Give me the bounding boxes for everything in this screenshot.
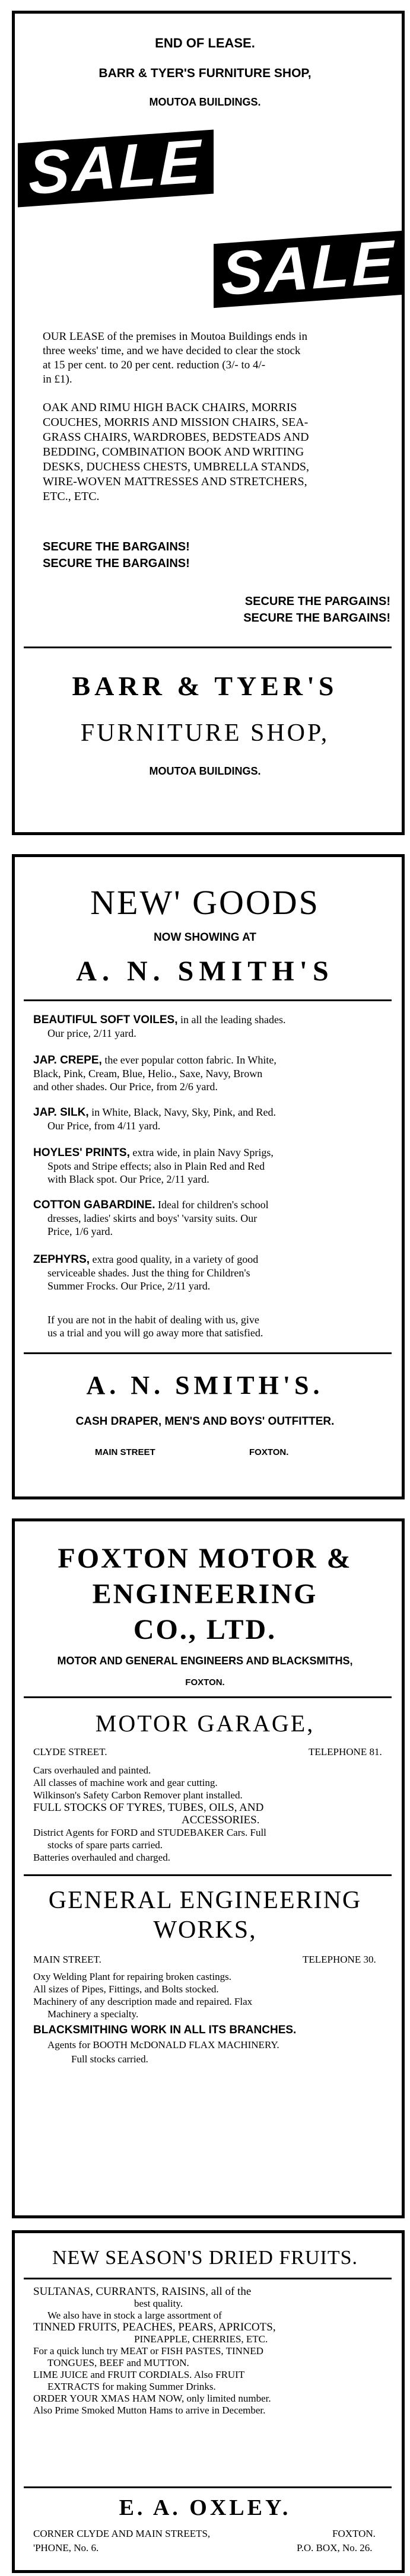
works-line: Machinery a specialty. — [47, 2008, 139, 2020]
furniture-list-line: BEDDING, COMBINATION BOOK AND WRITING — [43, 445, 304, 458]
garage-line: Wilkinson's Safety Carbon Remover plant installed. — [33, 1789, 243, 1801]
furniture-list — [43, 400, 309, 504]
product-text: Spots and Stripe effects; also in Plain Red and Red — [47, 1160, 265, 1172]
garage-line: stocks of spare parts carried. — [47, 1839, 163, 1851]
product-text: in White, Black, Navy, Sky, Pink, and Red. — [91, 1106, 276, 1118]
bargains-left-line: SECURE THE BARGAINS! — [43, 557, 190, 570]
smith-footer-town: FOXTON. — [249, 1447, 289, 1457]
foxton-title-line2: ENGINEERING — [92, 1578, 318, 1610]
lease-notice — [43, 330, 307, 387]
product-lead: JAP. CREPE, — [33, 1054, 102, 1066]
smith-name-heading: A. N. SMITH'S — [76, 956, 334, 987]
garage-address: CLYDE STREET. — [33, 1746, 107, 1757]
product-text: Ideal for children's school — [157, 1199, 269, 1211]
lease-notice-line: three weeks' time, and we have decided to clear the stock — [43, 345, 301, 357]
trial-note-line: If you are not in the habit of dealing with us, give — [47, 1314, 259, 1326]
product-text: with Black spot. Our Price, 2/11 yard. — [47, 1173, 209, 1185]
works-services — [33, 1970, 252, 2020]
new-goods-title: NEW' GOODS — [90, 883, 320, 922]
product-text: serviceable shades. Just the thing for Children's — [47, 1267, 250, 1279]
oxley-town: FOXTON. — [332, 2528, 376, 2539]
trial-note-line: us a trial and you will go away more that satisfied. — [47, 1327, 263, 1339]
works-line: Machinery of any description made and repaired. Flax — [33, 1996, 253, 2007]
garage-services — [33, 1764, 266, 1864]
ad-oxley — [0, 2230, 410, 2573]
oxley-po-box: P.O. BOX, No. 26. — [297, 2542, 373, 2553]
product-lead: HOYLES' PRINTS, — [33, 1147, 130, 1159]
grocery-line: TINNED FRUITS, PEACHES, PEARS, APRICOTS, — [33, 2321, 276, 2333]
sale-word-left: SALE — [28, 126, 203, 208]
grocery-line: LIME JUICE and FRUIT CORDIALS. Also FRUIT — [33, 2369, 245, 2380]
garage-line: FULL STOCKS OF TYRES, TUBES, OILS, AND — [33, 1801, 264, 1814]
dried-fruits-title: NEW SEASON'S DRIED FRUITS. — [52, 2247, 358, 2269]
grocery-line: TONGUES, BEEF and MUTTON. — [47, 2357, 189, 2368]
foxton-title-line3: CO., LTD. — [133, 1614, 277, 1645]
grocery-line: ORDER YOUR XMAS HAM NOW, only limited number. — [33, 2393, 271, 2404]
agents-line: Agents for BOOTH McDONALD FLAX MACHINERY. — [47, 2039, 279, 2050]
product-zephyrs — [33, 1253, 389, 1292]
motor-garage-heading: MOTOR GARAGE, — [95, 1710, 315, 1737]
grocery-line: Also Prime Smoked Mutton Hams to arrive in December. — [33, 2405, 266, 2416]
product-text: extra wide, in plain Navy Sprigs, — [132, 1147, 274, 1158]
ad1-divider — [24, 647, 392, 648]
foxton-tagline: MOTOR AND GENERAL ENGINEERS AND BLACKSMITHS, — [57, 1655, 353, 1667]
blacksmith-line: BLACKSMITHING WORK IN ALL ITS BRANCHES. — [33, 2024, 297, 2036]
product-lead: JAP. SILK, — [33, 1106, 89, 1119]
product-jap-silk — [33, 1106, 389, 1132]
oxley-name: E. A. OXLEY. — [119, 2495, 291, 2520]
grocery-line: For a quick lunch try MEAT or FISH PASTES, TINNED — [33, 2345, 263, 2357]
furniture-list-line: WIRE-WOVEN MATTRESSES AND STRETCHERS, — [43, 475, 307, 488]
product-text: Price, 1/6 yard. — [47, 1225, 113, 1237]
lease-notice-line: at 15 per cent. to 20 per cent. reduction (3/- to 4/- — [43, 359, 266, 371]
lease-notice-line: OUR LEASE of the premises in Moutoa Buildings ends in — [43, 330, 307, 343]
ad-foxton-motor — [0, 1518, 410, 2218]
lease-notice-line: in £1). — [43, 373, 72, 386]
furniture-list-line: COUCHES, MORRIS AND MISSION CHAIRS, SEA- — [43, 416, 309, 429]
garage-line: District Agents for FORD and STUDEBAKER Cars. Full — [33, 1827, 266, 1838]
grocery-line: SULTANAS, CURRANTS, RAISINS, all of the — [33, 2285, 252, 2298]
product-text: Our Price, from 4/11 yard. — [47, 1120, 161, 1132]
product-lead: ZEPHYRS, — [33, 1253, 90, 1266]
ad2-divider-bottom — [24, 1352, 392, 1354]
shop-name-heading: BARR & TYER'S FURNITURE SHOP, — [98, 66, 312, 80]
product-text: in all the leading shades. — [180, 1014, 286, 1026]
grocery-line: best quality. — [134, 2298, 183, 2309]
product-lead: BEAUTIFUL SOFT VOILES, — [33, 1014, 178, 1026]
end-of-lease-heading: END OF LEASE. — [155, 36, 255, 50]
footer-furniture-shop: FURNITURE SHOP, — [80, 719, 330, 747]
bargains-right-line: SECURE THE BARGAINS! — [243, 612, 390, 625]
ad4-divider-2 — [24, 2486, 392, 2488]
furniture-list-line: GRASS CHAIRS, WARDROBES, BEDSTEADS AND — [43, 431, 309, 444]
ad4-divider-1 — [24, 2278, 392, 2279]
product-text: Our price, 2/11 yard. — [47, 1027, 136, 1039]
garage-line: Cars overhauled and painted. — [33, 1765, 151, 1776]
foxton-title-line1: FOXTON MOTOR & — [58, 1543, 352, 1574]
footer-moutoa-buildings: MOUTOA BUILDINGS. — [149, 765, 261, 777]
works-heading-line1: GENERAL ENGINEERING — [48, 1887, 362, 1914]
foxton-town: FOXTON. — [185, 1677, 225, 1687]
product-text: dresses, ladies' skirts and boys' 'varsity suits. Our — [47, 1212, 258, 1224]
ad3-divider-2 — [24, 1874, 392, 1876]
product-hoyles-prints — [33, 1146, 389, 1186]
furniture-list-line: OAK AND RIMU HIGH BACK CHAIRS, MORRIS — [43, 401, 297, 414]
now-showing-at: NOW SHOWING AT — [153, 931, 257, 944]
trial-note — [47, 1313, 263, 1339]
building-heading: MOUTOA BUILDINGS. — [149, 96, 261, 108]
product-lead: COTTON GABARDINE. — [33, 1199, 155, 1211]
product-text: Black, Pink, Cream, Blue, Helio., Saxe, Navy, Brown — [33, 1068, 263, 1080]
garage-phone: TELEPHONE 81. — [309, 1746, 382, 1757]
smith-footer-street: MAIN STREET — [95, 1447, 155, 1457]
product-jap-crepe — [33, 1053, 389, 1093]
garage-line: ACCESSORIES. — [182, 1814, 260, 1826]
footer-barr-tyer-name: BARR & TYER'S — [72, 671, 338, 701]
bargains-right — [189, 593, 390, 626]
product-text: extra good quality, in a variety of good — [92, 1253, 259, 1265]
garage-line: All classes of machine work and gear cutting. — [33, 1777, 218, 1788]
bargains-left — [43, 539, 190, 572]
sale-word-right: SALE — [221, 227, 396, 309]
grocery-line: We also have in stock a large assortment of — [47, 2310, 222, 2321]
garage-line: Batteries overhauled and charged. — [33, 1852, 170, 1863]
grocery-line: EXTRACTS for making Summer Drinks. — [47, 2381, 216, 2392]
ad-barr-tyer — [0, 0, 410, 842]
works-address: MAIN STREET. — [33, 1954, 101, 1965]
oxley-address: CORNER CLYDE AND MAIN STREETS, — [33, 2528, 211, 2539]
bargains-right-line: SECURE THE PARGAINS! — [244, 595, 390, 608]
oxley-phone: 'PHONE, No. 6. — [33, 2542, 99, 2553]
works-heading-line2: WORKS, — [153, 1916, 257, 1944]
smith-footer-tagline: CASH DRAPER, MEN'S AND BOYS' OUTFITTER. — [75, 1415, 335, 1428]
product-text: Summer Frocks. Our Price, 2/11 yard. — [47, 1280, 211, 1292]
works-line: Oxy Welding Plant for repairing broken castings. — [33, 1971, 231, 1982]
works-phone: TELEPHONE 30. — [303, 1954, 376, 1965]
grocery-line: PINEAPPLE, CHERRIES, ETC. — [134, 2333, 268, 2345]
bargains-left-line: SECURE THE BARGAINS! — [43, 540, 190, 553]
stocks-line: Full stocks carried. — [71, 2053, 148, 2065]
furniture-list-line: DESKS, DUCHESS CHESTS, UMBRELLA STANDS, — [43, 460, 310, 473]
furniture-list-line: ETC., ETC. — [43, 490, 100, 503]
works-line: All sizes of Pipes, Fittings, and Bolts stocked. — [33, 1983, 219, 1995]
ad-smith — [0, 854, 410, 1499]
product-text: and other shades. Our Price, from 2/6 yard. — [33, 1081, 218, 1093]
product-cotton-gabardine — [33, 1198, 389, 1238]
product-voiles — [33, 1013, 389, 1040]
smith-footer-name: A. N. SMITH'S. — [86, 1371, 324, 1400]
product-text: the ever popular cotton fabric. In White, — [104, 1054, 276, 1066]
ad3-divider-1 — [24, 1696, 392, 1698]
grocery-list — [33, 2286, 276, 2416]
ad2-divider-top — [24, 999, 392, 1001]
